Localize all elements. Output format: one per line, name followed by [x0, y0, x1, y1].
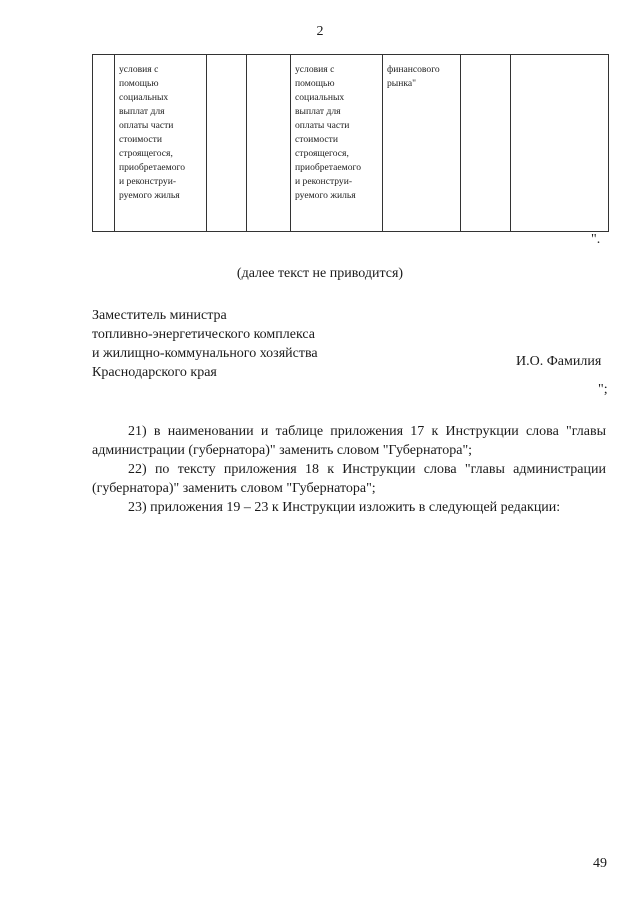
table-cell [93, 55, 115, 232]
table-row [93, 55, 609, 232]
table-cell: финансового рынка" [383, 55, 461, 232]
omitted-text-note: (далее текст не приводится) [236, 266, 404, 281]
table-cell [511, 55, 609, 232]
signature-line: и жилищно-коммунального хозяйства [92, 346, 318, 361]
table-cell [207, 55, 247, 232]
data-table [92, 54, 609, 232]
table-closing-quote: ". [591, 232, 601, 247]
signature-closing-quote: "; [598, 382, 608, 397]
signature-line: Заместитель министра [92, 308, 227, 323]
signature-line: топливно-энергетического комплекса [92, 327, 315, 342]
amendment-paragraph: 21) в наименовании и таблице приложения 17 к Инструкции слова "главы администрации (губернатора)" заменить словом "Губернатора"; [92, 424, 606, 458]
table-fragment [92, 54, 608, 235]
signature-line: Краснодарского края [92, 365, 217, 380]
table-cell [247, 55, 291, 232]
table-cell: условия с помощью социальных выплат для оплаты части стоимости строящегося, приобретаемого и реконструи- руемого жилья [291, 55, 383, 232]
signatory-name: И.О. Фамилия [516, 354, 602, 369]
amendment-paragraph: 23) приложения 19 – 23 к Инструкции изложить в следующей редакции: [128, 500, 561, 515]
page-top-number: 2 [316, 24, 324, 39]
page-number: 49 [593, 856, 607, 871]
amendments-text [92, 422, 606, 517]
table-cell [461, 55, 511, 232]
amendment-paragraph: 22) по тексту приложения 18 к Инструкции слова "главы администрации (губернатора)" заменить словом "Губернатора"; [92, 462, 606, 496]
table-cell: условия с помощью социальных выплат для оплаты части стоимости строящегося, приобретаемого и реконструи- руемого жилья [115, 55, 207, 232]
signature-block [92, 306, 318, 382]
